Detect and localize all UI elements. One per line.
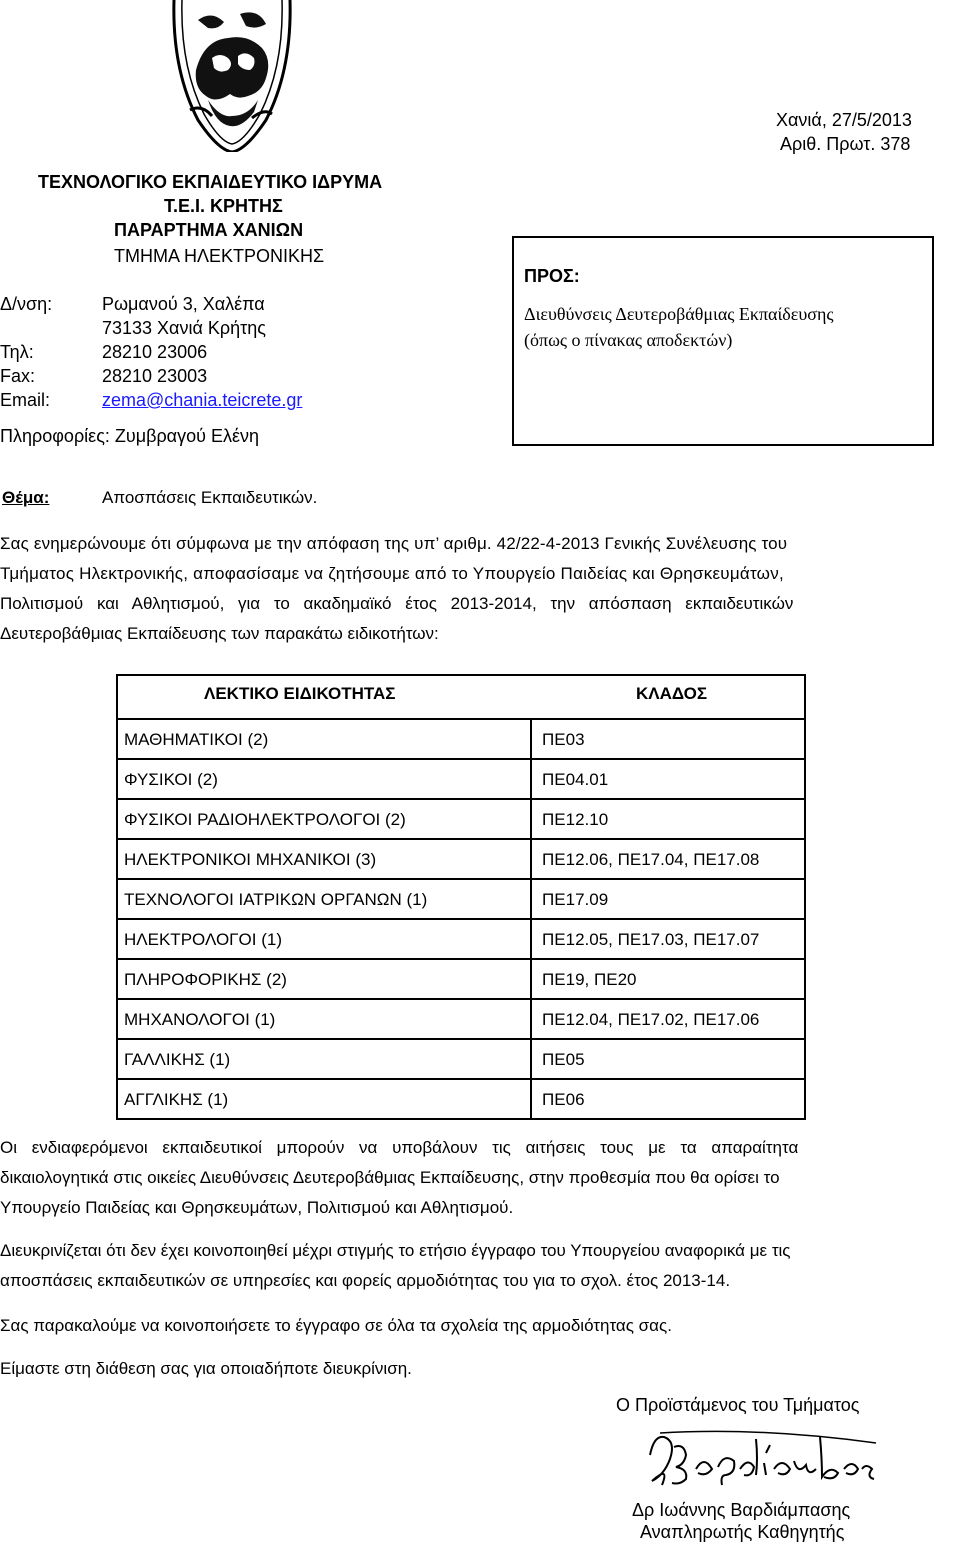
body-paragraph-request [0,1311,960,1341]
table-cell-specialty: ΓΑΛΛΙΚΗΣ (1) [124,1050,231,1069]
intro-line: Πολιτισμού και Αθλητισμού, για το ακαδημαϊκό έτος 2013-2014, την απόσπαση εκπαιδευτικών [0,594,794,613]
table-row-divider [118,958,804,960]
paragraph-line: Υπουργείο Παιδείας και Θρησκευμάτων, Πολιτισμού και Αθλητισμού. [0,1198,514,1217]
protocol-number: Αριθ. Πρωτ. 378 [780,134,911,154]
table-column-divider [530,720,532,1120]
signature-title: Ο Προϊστάμενος του Τμήματος [616,1395,860,1415]
table-cell-branch: ΠΕ17.09 [542,890,609,909]
email-label: Email: [0,390,51,410]
fax-number: 28210 23003 [102,366,208,386]
paragraph-line: Διευκρινίζεται ότι δεν έχει κοινοποιηθεί μέχρι στιγμής το ετήσιο έγγραφο του Υπουργείου αναφορικά με τις [0,1241,791,1260]
table-row-divider [118,838,804,840]
table-cell-specialty: ΦΥΣΙΚΟΙ (2) [124,770,218,789]
table-cell-specialty: ΜΗΧΑΝΟΛΟΓΟΙ (1) [124,1010,276,1029]
table-cell-branch: ΠΕ12.06, ΠΕ17.04, ΠΕ17.08 [542,850,760,869]
table-row-divider [118,1038,804,1040]
fax-label: Fax: [0,366,36,386]
institution-seal-logo [168,0,296,152]
body-paragraph-availability [0,1354,960,1384]
info-contact: Πληροφορίες: Ζυμβραγού Ελένη [0,426,259,446]
table-cell-specialty: ΜΑΘΗΜΑΤΙΚΟΙ (2) [124,730,269,749]
specialties-table [116,674,806,1120]
paragraph-line: αποσπάσεις εκπαιδευτικών σε υπηρεσίες και φορείς αρμοδιότητας του για το σχολ. έτος 2013-14. [0,1271,731,1290]
signatory-role: Αναπληρωτής Καθηγητής [640,1522,845,1542]
body-paragraph-clarification [0,1236,960,1296]
paragraph-line: δικαιολογητικά στις οικείες Διευθύνσεις Δευτεροβάθμιας Εκπαίδευσης, στην προθεσμία που θα ορίσει το [0,1168,780,1187]
table-cell-specialty: ΠΛΗΡΟΦΟΡΙΚΗΣ (2) [124,970,287,989]
email-link[interactable]: zema@chania.teicrete.gr [102,390,303,410]
table-cell-specialty: ΗΛΕΚΤΡΟΛΟΓΟΙ (1) [124,930,282,949]
intro-paragraph [0,529,960,649]
paragraph-line: Οι ενδιαφερόμενοι εκπαιδευτικοί μπορούν να υποβάλουν τις αιτήσεις τους με τα απαραίτητα [0,1138,799,1157]
address-line2: 73133 Χανιά Κρήτης [102,318,266,338]
table-cell-branch: ΠΕ03 [542,730,585,749]
table-cell-branch: ΠΕ12.10 [542,810,609,829]
recipient-label: ΠΡΟΣ: [524,266,580,286]
table-cell-branch: ΠΕ05 [542,1050,585,1069]
subject-label: Θέμα: [2,488,50,507]
subject-text: Αποσπάσεις Εκπαιδευτικών. [102,488,318,507]
paragraph-line: Σας παρακαλούμε να κοινοποιήσετε το έγγραφο σε όλα τα σχολεία της αρμοδιότητας σας. [0,1316,672,1335]
table-cell-specialty: ΑΓΓΛΙΚΗΣ (1) [124,1090,229,1109]
table-header-specialty: ΛΕΚΤΙΚΟ ΕΙΔΙΚΟΤΗΤΑΣ [204,684,396,703]
recipient-box [512,236,934,446]
table-cell-specialty: ΤΕΧΝΟΛΟΓΟΙ ΙΑΤΡΙΚΩΝ ΟΡΓΑΝΩΝ (1) [124,890,428,909]
paragraph-line: Είμαστε στη διάθεση σας για οποιαδήποτε διευκρίνιση. [0,1359,412,1378]
address-line1: Ρωμανού 3, Χαλέπα [102,294,265,314]
table-row-divider [118,798,804,800]
handwritten-signature [640,1425,880,1495]
intro-line: Σας ενημερώνουμε ότι σύμφωνα με την απόφαση της υπ’ αριθμ. 42/22-4-2013 Γενικής Συνέλευσης του [0,534,788,553]
table-row-divider [118,998,804,1000]
org-name-line1: ΤΕΧΝΟΛΟΓΙΚΟ ΕΚΠΑΙΔΕΥΤΙΚΟ ΙΔΡΥΜΑ [38,172,383,192]
intro-line: Τμήματος Ηλεκτρονικής, αποφασίσαμε να ζητήσουμε από το Υπουργείο Παιδείας και Θρησκευμάτων, [0,564,784,583]
intro-line: Δευτεροβάθμιας Εκπαίδευσης των παρακάτω ειδικοτήτων: [0,624,439,643]
table-cell-specialty: ΗΛΕΚΤΡΟΝΙΚΟΙ ΜΗΧΑΝΙΚΟΙ (3) [124,850,377,869]
table-cell-branch: ΠΕ12.04, ΠΕ17.02, ΠΕ17.06 [542,1010,760,1029]
org-name-line2: Τ.Ε.Ι. ΚΡΗΤΗΣ [164,196,283,216]
table-cell-branch: ΠΕ04.01 [542,770,609,789]
phone-label: Τηλ: [0,342,34,362]
table-row-divider [118,918,804,920]
table-header-divider [118,718,804,720]
address-label: Δ/νση: [0,294,53,314]
table-row-divider [118,1078,804,1080]
table-row-divider [118,758,804,760]
body-paragraph-applications [0,1133,960,1223]
table-row-divider [118,878,804,880]
recipient-line2: (όπως ο πίνακας αποδεκτών) [524,330,733,350]
recipient-line1: Διευθύνσεις Δευτεροβάθμιας Εκπαίδευσης [524,304,834,324]
org-name-line4: ΤΜΗΜΑ ΗΛΕΚΤΡΟΝΙΚΗΣ [114,246,325,266]
org-name-line3: ΠΑΡΑΡΤΗΜΑ ΧΑΝΙΩΝ [114,220,304,240]
phone-number: 28210 23006 [102,342,208,362]
table-cell-branch: ΠΕ06 [542,1090,585,1109]
letter-date: Χανιά, 27/5/2013 [776,110,912,130]
signatory-name: Δρ Ιωάννης Βαρδιάμπασης [632,1500,851,1520]
table-cell-branch: ΠΕ12.05, ΠΕ17.03, ΠΕ17.07 [542,930,760,949]
table-header-branch: ΚΛΑΔΟΣ [636,684,708,703]
table-cell-branch: ΠΕ19, ΠΕ20 [542,970,637,989]
table-cell-specialty: ΦΥΣΙΚΟΙ ΡΑΔΙΟΗΛΕΚΤΡΟΛΟΓΟΙ (2) [124,810,406,829]
